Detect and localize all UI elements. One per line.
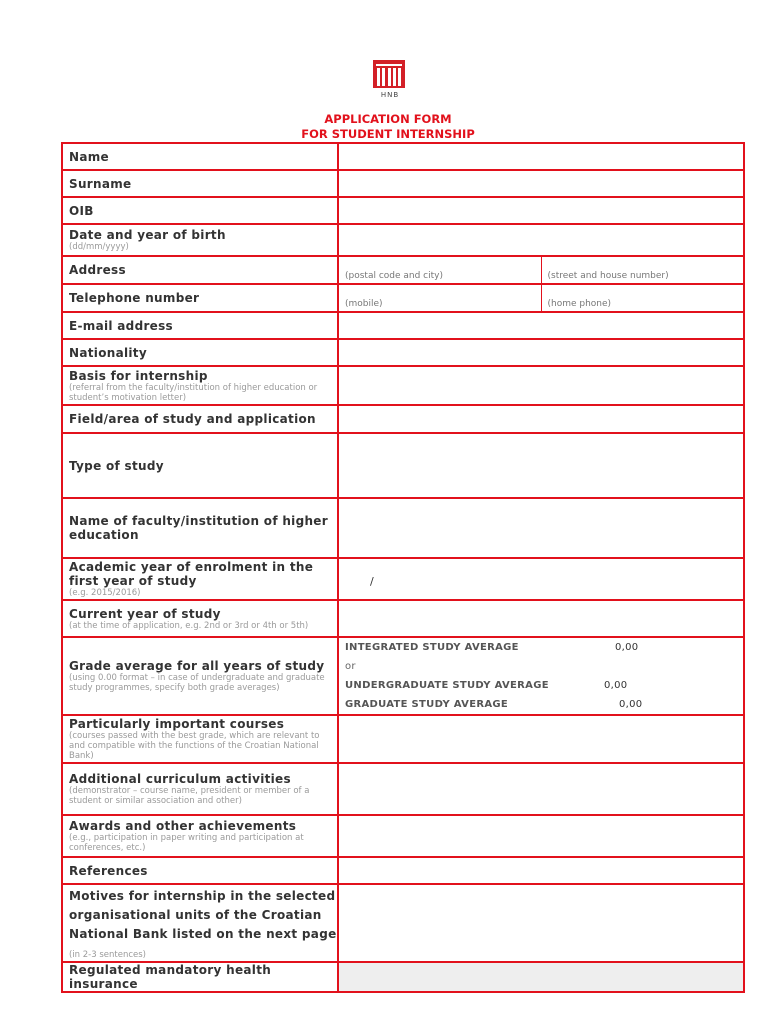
label-motives: Motives for internship in the selected organisational units of the Croatian National Bank listed on the next page [69,889,337,941]
row-courses [62,715,744,763]
form-title-line2: FOR STUDENT INTERNSHIP [301,127,475,141]
row-address [62,256,744,284]
label-awards: Awards and other achievements [69,819,297,833]
logo-text: HNB [380,91,400,99]
integrated-value[interactable]: 0,00 [615,642,639,653]
row-type [62,433,744,498]
application-form-table [61,142,745,993]
label-oib: OIB [69,203,94,218]
label-surname: Surname [69,176,132,191]
row-nationality [62,339,744,366]
address-street-field[interactable] [541,257,744,283]
hint-motives: (in 2-3 sentences) [69,950,146,960]
hint-awards: (e.g., participation in paper writing and participation at conferences, etc.) [69,833,304,853]
label-field: Field/area of study and application [69,412,316,426]
row-motives [62,884,744,962]
form-title-line1: APPLICATION FORM [324,112,452,126]
current-year-field[interactable] [338,600,744,637]
label-basis: Basis for internship [69,368,208,383]
row-oib [62,197,744,224]
hnb-logo [373,60,405,88]
label-courses: Particularly important courses [69,717,285,731]
enrol-year-field[interactable] [338,558,744,600]
row-enrol [62,558,744,600]
name-field[interactable] [338,143,744,170]
row-current [62,600,744,637]
basis-field[interactable] [338,366,744,405]
label-email: E-mail address [69,318,174,333]
label-type: Type of study [69,458,164,473]
undergrad-value[interactable]: 0,00 [604,680,628,691]
activities-field[interactable] [338,763,744,815]
hint-street: (street and house number) [547,271,669,281]
dob-field[interactable] [338,224,744,256]
label-activities: Additional curriculum activities [69,772,291,786]
label-address: Address [69,263,126,277]
type-of-study-field[interactable] [338,433,744,498]
row-name [62,143,744,170]
row-field [62,405,744,433]
label-references: References [69,863,148,878]
row-phone [62,284,744,312]
row-awards [62,815,744,857]
grade-average-block [339,638,743,714]
row-activities [62,763,744,815]
courses-field[interactable] [338,715,744,763]
hint-enrol: (e.g. 2015/2016) [69,588,141,598]
references-field[interactable] [338,857,744,884]
hint-activities: (demonstrator – course name, president or member of a student or similar association and other) [69,786,310,806]
or-text: or [345,661,356,672]
graduate-value[interactable]: 0,00 [619,699,643,710]
phone-home-field[interactable] [541,285,744,311]
row-dob [62,224,744,256]
motives-field[interactable] [338,884,744,962]
label-nationality: Nationality [69,345,147,360]
label-insurance: Regulated mandatory health insurance [69,963,272,991]
hint-courses: (courses passed with the best grade, which are relevant to and compatible with the functions of the Croatian National Bank) [69,731,320,761]
label-current: Current year of study [69,606,221,621]
phone-mobile-field[interactable] [339,285,541,311]
hint-dob: (dd/mm/yyyy) [69,242,129,252]
label-name: Name [69,149,109,164]
row-basis [62,366,744,405]
insurance-field[interactable] [338,962,744,992]
hint-mobile: (mobile) [345,299,383,309]
row-references [62,857,744,884]
email-field[interactable] [338,312,744,339]
label-dob: Date and year of birth [69,228,226,242]
label-phone: Telephone number [69,291,200,305]
integrated-label: INTEGRATED STUDY AVERAGE [345,642,519,653]
label-grade: Grade average for all years of study [69,659,325,673]
enrol-separator: / [370,574,374,588]
awards-field[interactable] [338,815,744,857]
row-surname [62,170,744,197]
hint-grade: (using 0.00 format – in case of undergraduate and graduate study programmes, specify both grade averages) [69,673,325,693]
faculty-field[interactable] [338,498,744,558]
row-email [62,312,744,339]
nationality-field[interactable] [338,339,744,366]
label-faculty: Name of faculty/institution of higher education [69,514,328,542]
row-grade [62,637,744,715]
row-faculty [62,498,744,558]
address-postal-field[interactable] [339,257,541,283]
hint-current: (at the time of application, e.g. 2nd or 3rd or 4th or 5th) [69,620,309,631]
graduate-label: GRADUATE STUDY AVERAGE [345,699,509,710]
row-insurance [62,962,744,992]
undergrad-label: UNDERGRADUATE STUDY AVERAGE [345,680,549,691]
oib-field[interactable] [338,197,744,224]
label-enrol: Academic year of enrolment in the first year of study [69,560,314,588]
field-of-study-field[interactable] [338,405,744,433]
hint-home: (home phone) [547,299,612,309]
surname-field[interactable] [338,170,744,197]
hint-basis: (referral from the faculty/institution of higher education or student’s motivation letter) [69,382,318,403]
hint-postal: (postal code and city) [345,271,443,281]
